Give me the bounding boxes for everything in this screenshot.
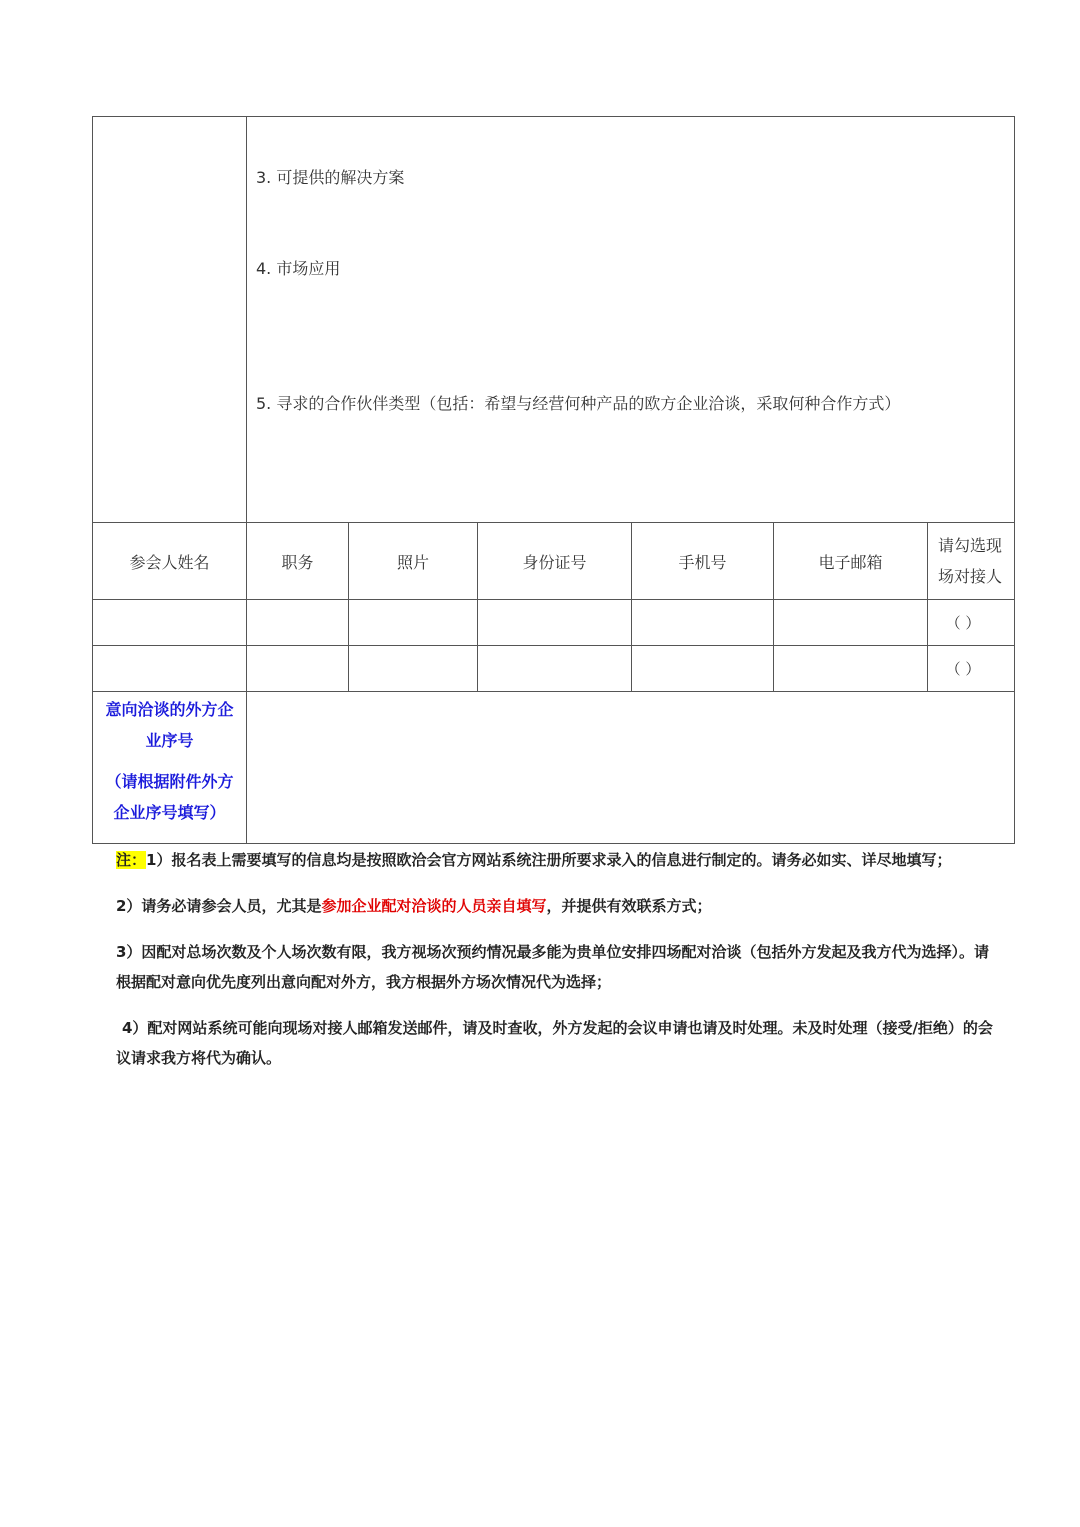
intent-company-hint: （请根据附件外方企业序号填写）: [105, 772, 234, 822]
col-divider: [246, 116, 247, 844]
header-photo: 照片: [396, 552, 429, 572]
row-divider: [92, 691, 1015, 692]
onsite-contact-check[interactable]: （ ）: [945, 660, 981, 678]
onsite-contact-check[interactable]: （ ）: [945, 614, 981, 632]
plan-item-market: 4. 市场应用: [256, 259, 341, 278]
plan-item-partner-type: 5. 寻求的合作伙伴类型（包括：希望与经营何种产品的欧方企业洽谈，采取何种合作方式）: [256, 394, 901, 413]
header-position: 职务: [281, 552, 314, 572]
note-4: 4）配对网站系统可能向现场对接人邮箱发送邮件，请及时查收，外方发起的会议申请也请及时处理。未及时处理（接受/拒绝）的会议请求我方将代为确认。: [116, 1019, 993, 1067]
note-2-emphasis: 参加企业配对洽谈的人员亲自填写: [321, 897, 547, 915]
header-phone: 手机号: [678, 552, 727, 572]
note-2: 2）请务必请参会人员，尤其是参加企业配对洽谈的人员亲自填写，并提供有效联系方式；: [116, 897, 712, 915]
header-email: 电子邮箱: [818, 552, 883, 572]
header-name: 参会人姓名: [129, 552, 210, 572]
intent-company-label: 意向洽谈的外方企业序号: [105, 700, 234, 750]
note-1: 注：1）报名表上需要填写的信息均是按照欧洽会官方网站系统注册所要求录入的信息进行制定的。请务必如实、详尽地填写；: [116, 851, 952, 869]
plan-item-solutions: 3. 可提供的解决方案: [256, 168, 405, 187]
note-3: 3）因配对总场次数及个人场次数有限，我方视场次预约情况最多能为贵单位安排四场配对洽谈（包括外方发起及我方代为选择）。请根据配对意向优先度列出意向配对外方，我方根据外方场次情况代为选择；: [116, 943, 989, 991]
row-divider: [92, 599, 1015, 600]
header-id-number: 身份证号: [522, 552, 587, 572]
notes-section: [116, 845, 996, 1073]
row-divider: [92, 645, 1015, 646]
note-label: 注：: [116, 851, 147, 869]
header-onsite-contact: 请勾选现场对接人: [937, 536, 1002, 586]
